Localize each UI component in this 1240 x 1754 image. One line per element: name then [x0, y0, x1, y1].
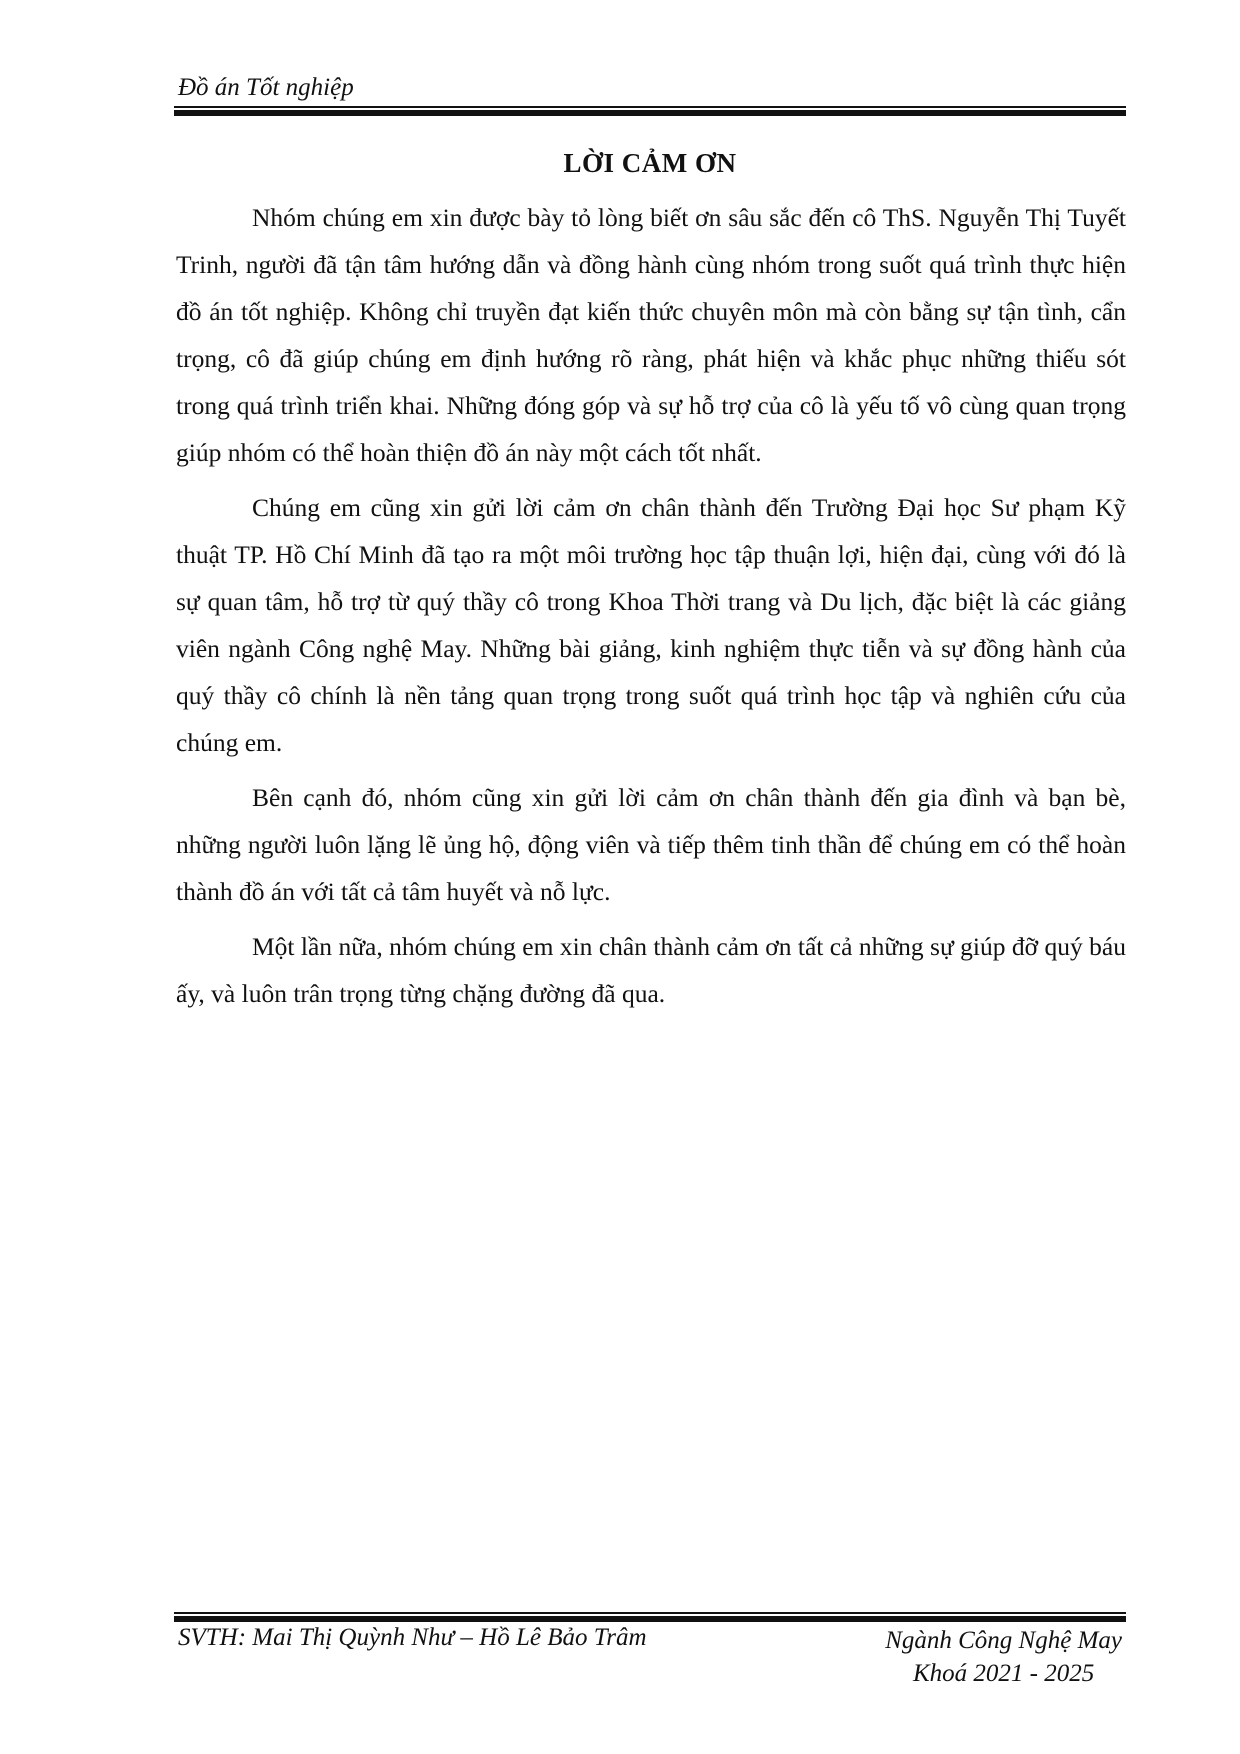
acknowledgement-body [176, 194, 1126, 1025]
footer-major: Ngành Công Nghệ May [885, 1627, 1122, 1654]
paragraph: Bên cạnh đó, nhóm cũng xin gửi lời cảm ơn chân thành đến gia đình và bạn bè, những người luôn lặng lẽ ủng hộ, động viên và tiếp thêm tinh thần để chúng em có thể hoàn thành đồ án với tất cả tâm huyết và nỗ lực. [176, 783, 1126, 906]
footer-divider [174, 1612, 1126, 1622]
paragraph: Một lần nữa, nhóm chúng em xin chân thành cảm ơn tất cả những sự giúp đỡ quý báu ấy, và luôn trân trọng từng chặng đường đã qua. [176, 932, 1126, 1008]
header-divider [174, 106, 1126, 116]
footer-program [885, 1624, 1122, 1690]
footer-divider-thick-line [174, 1616, 1126, 1622]
paragraph: Nhóm chúng em xin được bày tỏ lòng biết ơn sâu sắc đến cô ThS. Nguyễn Thị Tuyết Trinh, người đã tận tâm hướng dẫn và đồng hành cùng nhóm trong suốt quá trình thực hiện đồ án tốt nghiệp. Không chỉ truyền đạt kiến thức chuyên môn mà còn bằng sự tận tình, cẩn trọng, cô đã giúp chúng em định hướng rõ ràng, phát hiện và khắc phục những thiếu sót trong quá trình triển khai. Những đóng góp và sự hỗ trợ của cô là yếu tố vô cùng quan trọng giúp nhóm có thể hoàn thiện đồ án này một cách tốt nhất. [176, 203, 1126, 467]
footer-divider-thin-line [174, 1612, 1126, 1614]
paragraph: Chúng em cũng xin gửi lời cảm ơn chân thành đến Trường Đại học Sư phạm Kỹ thuật TP. Hồ Chí Minh đã tạo ra một môi trường học tập thuận lợi, hiện đại, cùng với đó là sự quan tâm, hỗ trợ từ quý thầy cô trong Khoa Thời trang và Du lịch, đặc biệt là các giảng viên ngành Công nghệ May. Những bài giảng, kinh nghiệm thực tiễn và sự đồng hành của quý thầy cô chính là nền tảng quan trọng trong suốt quá trình học tập và nghiên cứu của chúng em. [176, 493, 1126, 757]
footer-students: SVTH: Mai Thị Quỳnh Như – Hồ Lê Bảo Trâm [178, 1624, 647, 1651]
header-divider-thin-line [174, 106, 1126, 108]
document-title: LỜI CẢM ƠN [563, 148, 737, 178]
footer-cohort: Khoá 2021 - 2025 [912, 1660, 1095, 1687]
header-divider-thick-line [174, 110, 1126, 116]
page-header-title: Đồ án Tốt nghiệp [178, 74, 354, 101]
